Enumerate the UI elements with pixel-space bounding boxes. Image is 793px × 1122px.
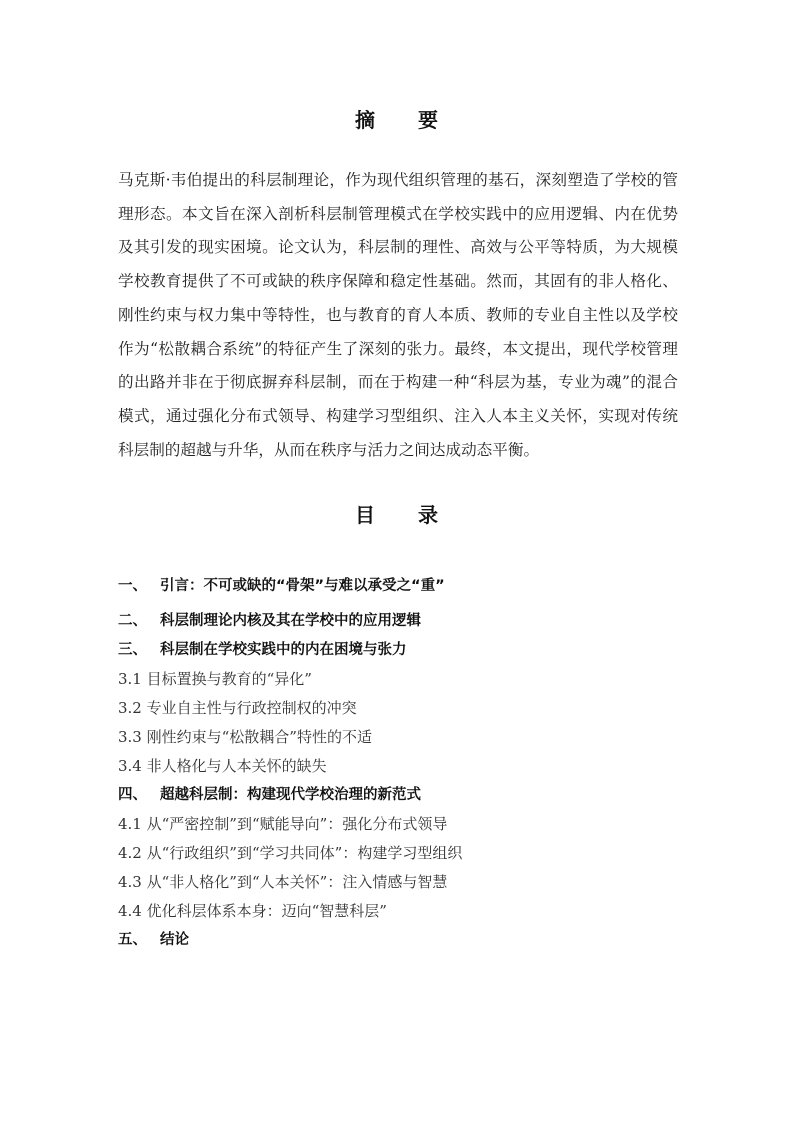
toc-item-text: 目标置换与教育的“异化” bbox=[146, 670, 312, 688]
toc-subitem[interactable] bbox=[118, 694, 678, 723]
toc-item-number: 3.3 bbox=[118, 728, 142, 746]
toc-item-number: 四、 bbox=[118, 787, 147, 803]
toc-subitem[interactable] bbox=[118, 752, 678, 781]
toc-item-text: 专业自主性与行政控制权的冲突 bbox=[146, 699, 357, 717]
toc-item-number: 一、 bbox=[118, 578, 147, 594]
table-of-contents bbox=[118, 572, 678, 955]
toc-subitem[interactable] bbox=[118, 810, 678, 839]
toc-item-number: 3.2 bbox=[118, 699, 142, 717]
toc-title: 目 录 bbox=[355, 503, 456, 527]
toc-item-text: 优化科层体系本身：迈向“智慧科层” bbox=[146, 902, 387, 920]
toc-item-number: 3.1 bbox=[118, 670, 142, 688]
toc-subitem[interactable] bbox=[118, 839, 678, 868]
toc-item-number: 3.4 bbox=[118, 757, 142, 775]
toc-subitem[interactable] bbox=[118, 665, 678, 694]
toc-item[interactable] bbox=[118, 636, 678, 665]
toc-item-text: 从“行政组织”到“学习共同体”：构建学习型组织 bbox=[146, 844, 463, 862]
toc-item-text: 结论 bbox=[160, 932, 189, 948]
abstract-paragraph: 马克斯·韦伯提出的科层制理论，作为现代组织管理的基石，深刻塑造了学校的管理形态。本文旨在深入剖析科层制管理模式在学校实践中的应用逻辑、内在优势及其引发的现实困境。论文认为，科层制的理性、高效与公平等特质，为大规模学校教育提供了不可或缺的秩序保障和稳定性基础。然而，其固有的非人格化、刚性约束与权力集中等特性，也与教育的育人本质、教师的专业自主性以及学校作为“松散耦合系统”的特征产生了深刻的张力。最终，本文提出，现代学校管理的出路并非在于彻底摒弃科层制，而在于构建一种“科层为基，专业为魂”的混合模式，通过强化分布式领导、构建学习型组织、注入人本主义关怀，实现对传统科层制的超越与升华，从而在秩序与活力之间达成动态平衡。 bbox=[118, 171, 678, 459]
toc-item-text: 科层制在学校实践中的内在困境与张力 bbox=[160, 642, 407, 658]
toc-item-number: 4.4 bbox=[118, 902, 142, 920]
toc-item-number: 五、 bbox=[118, 932, 147, 948]
toc-item-number: 4.1 bbox=[118, 815, 142, 833]
toc-item-text: 从“严密控制”到“赋能导向”：强化分布式领导 bbox=[146, 815, 448, 833]
toc-item[interactable] bbox=[118, 926, 678, 955]
toc-item-number: 二、 bbox=[118, 613, 147, 629]
toc-item-text: 从“非人格化”到“人本关怀”：注入情感与智慧 bbox=[146, 873, 448, 891]
toc-item-text: 引言：不可或缺的“骨架”与难以承受之“重” bbox=[160, 578, 445, 594]
toc-item-text: 超越科层制：构建现代学校治理的新范式 bbox=[160, 787, 421, 803]
toc-subitem[interactable] bbox=[118, 897, 678, 926]
toc-item-text: 非人格化与人本关怀的缺失 bbox=[146, 757, 327, 775]
toc-item-text: 科层制理论内核及其在学校中的应用逻辑 bbox=[160, 613, 421, 629]
abstract-title: 摘 要 bbox=[355, 108, 456, 132]
toc-item-number: 4.2 bbox=[118, 844, 142, 862]
toc-item[interactable] bbox=[118, 607, 678, 636]
toc-item-number: 4.3 bbox=[118, 873, 142, 891]
toc-subitem[interactable] bbox=[118, 723, 678, 752]
toc-item-number: 三、 bbox=[118, 642, 147, 658]
toc-item-text: 刚性约束与“松散耦合”特性的不适 bbox=[146, 728, 372, 746]
toc-item[interactable] bbox=[118, 572, 678, 607]
toc-item[interactable] bbox=[118, 781, 678, 810]
abstract-body bbox=[118, 164, 678, 467]
toc-subitem[interactable] bbox=[118, 868, 678, 897]
